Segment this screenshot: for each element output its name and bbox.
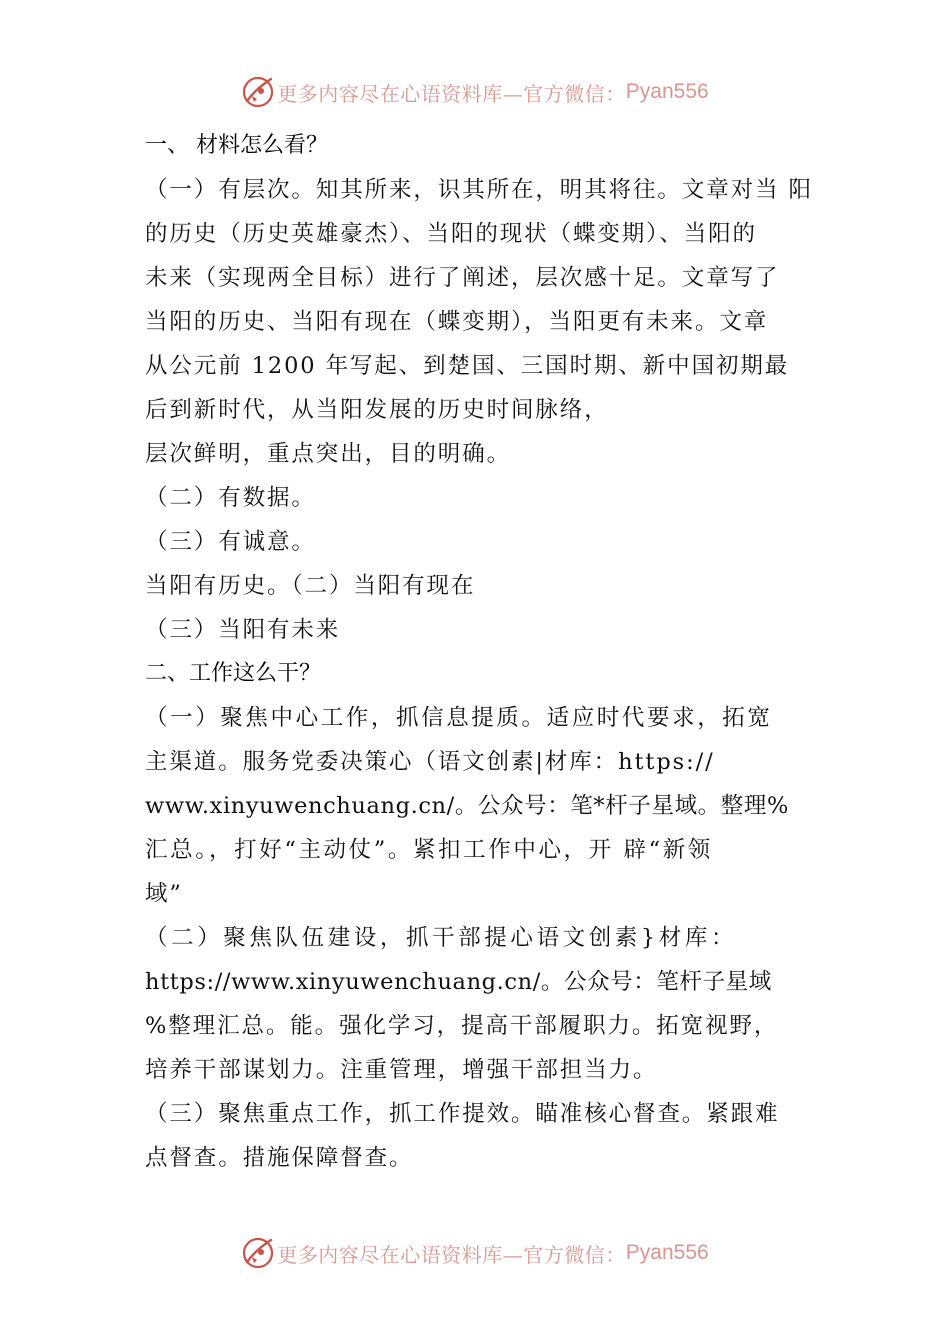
paragraph-line: 培养干部谋划力。注重管理，增强干部担当力。: [145, 1057, 658, 1083]
paragraph-line: （二）有数据。: [145, 485, 316, 511]
paragraph-line: 从公元前 1200 年写起、到楚国、三国时期、新中国初期最: [145, 353, 790, 379]
paragraph-line: https://www.xinyuwenchuang.cn/。公众号：笔杆子星域: [145, 969, 772, 995]
paragraph-line: %整理汇总。能。强化学习，提高干部履职力。拓宽视野，: [145, 1013, 779, 1039]
paragraph-line: （三）当阳有未来: [145, 617, 341, 643]
watermark-wechat-id: Pyan556: [625, 80, 709, 103]
footer-watermark: [0, 1233, 950, 1273]
paragraph-line: www.xinyuwenchuang.cn/。公众号：笔*杆子星域。整理%: [145, 793, 789, 819]
paragraph-line: 的历史（历史英雄豪杰）、当阳的现状（蝶变期）、当阳的: [145, 221, 757, 247]
section-heading-2: 二、工作这么干？: [145, 661, 322, 686]
watermark-text: 更多内容尽在心语资料库—官方微信：: [277, 81, 626, 106]
paragraph-line: 主渠道。服务党委决策心（语文创素|材库：https://: [145, 749, 715, 775]
paragraph-line: （二）聚焦队伍建设，抓干部提心语文创素}材库：: [145, 925, 738, 951]
pen-logo-icon: [241, 75, 275, 109]
paragraph-line: 当阳的历史、当阳有现在（蝶变期），当阳更有未来。文章: [145, 309, 769, 335]
paragraph-line: 未来（实现两全目标）进行了阐述，层次感十足。文章写了: [145, 265, 780, 291]
paragraph-line: 后到新时代，从当阳发展的历史时间脉络，: [145, 397, 609, 423]
paragraph-line: 当阳有历史。（二）当阳有现在: [145, 573, 476, 599]
paragraph-line: 汇总。，打好“主动仗”。紧扣工作中心，开 辟“新领: [145, 837, 713, 863]
watermark-wechat-id: Pyan556: [625, 1241, 709, 1264]
paragraph-line: （一）有层次。知其所来，识其所在，明其将往。文章对当 阳: [145, 177, 813, 203]
pen-logo-icon: [241, 1236, 275, 1270]
paragraph-line: 域”: [145, 881, 183, 907]
paragraph-line: （三）有诚意。: [145, 529, 316, 555]
paragraph-line: （三）聚焦重点工作，抓工作提效。瞄准核心督查。紧跟难: [145, 1101, 780, 1127]
paragraph-line: 点督查。措施保障督查。: [145, 1145, 414, 1171]
document-body: [145, 124, 815, 1180]
section-heading-1: 一、 材料怎么看？: [145, 133, 328, 158]
paragraph-line: 层次鲜明，重点突出，目的明确。: [145, 441, 512, 467]
header-watermark: [0, 72, 950, 112]
paragraph-line: （一）聚焦中心工作，抓信息提质。适应时代要求，拓宽: [145, 705, 773, 731]
watermark-text: 更多内容尽在心语资料库—官方微信：: [277, 1242, 626, 1267]
